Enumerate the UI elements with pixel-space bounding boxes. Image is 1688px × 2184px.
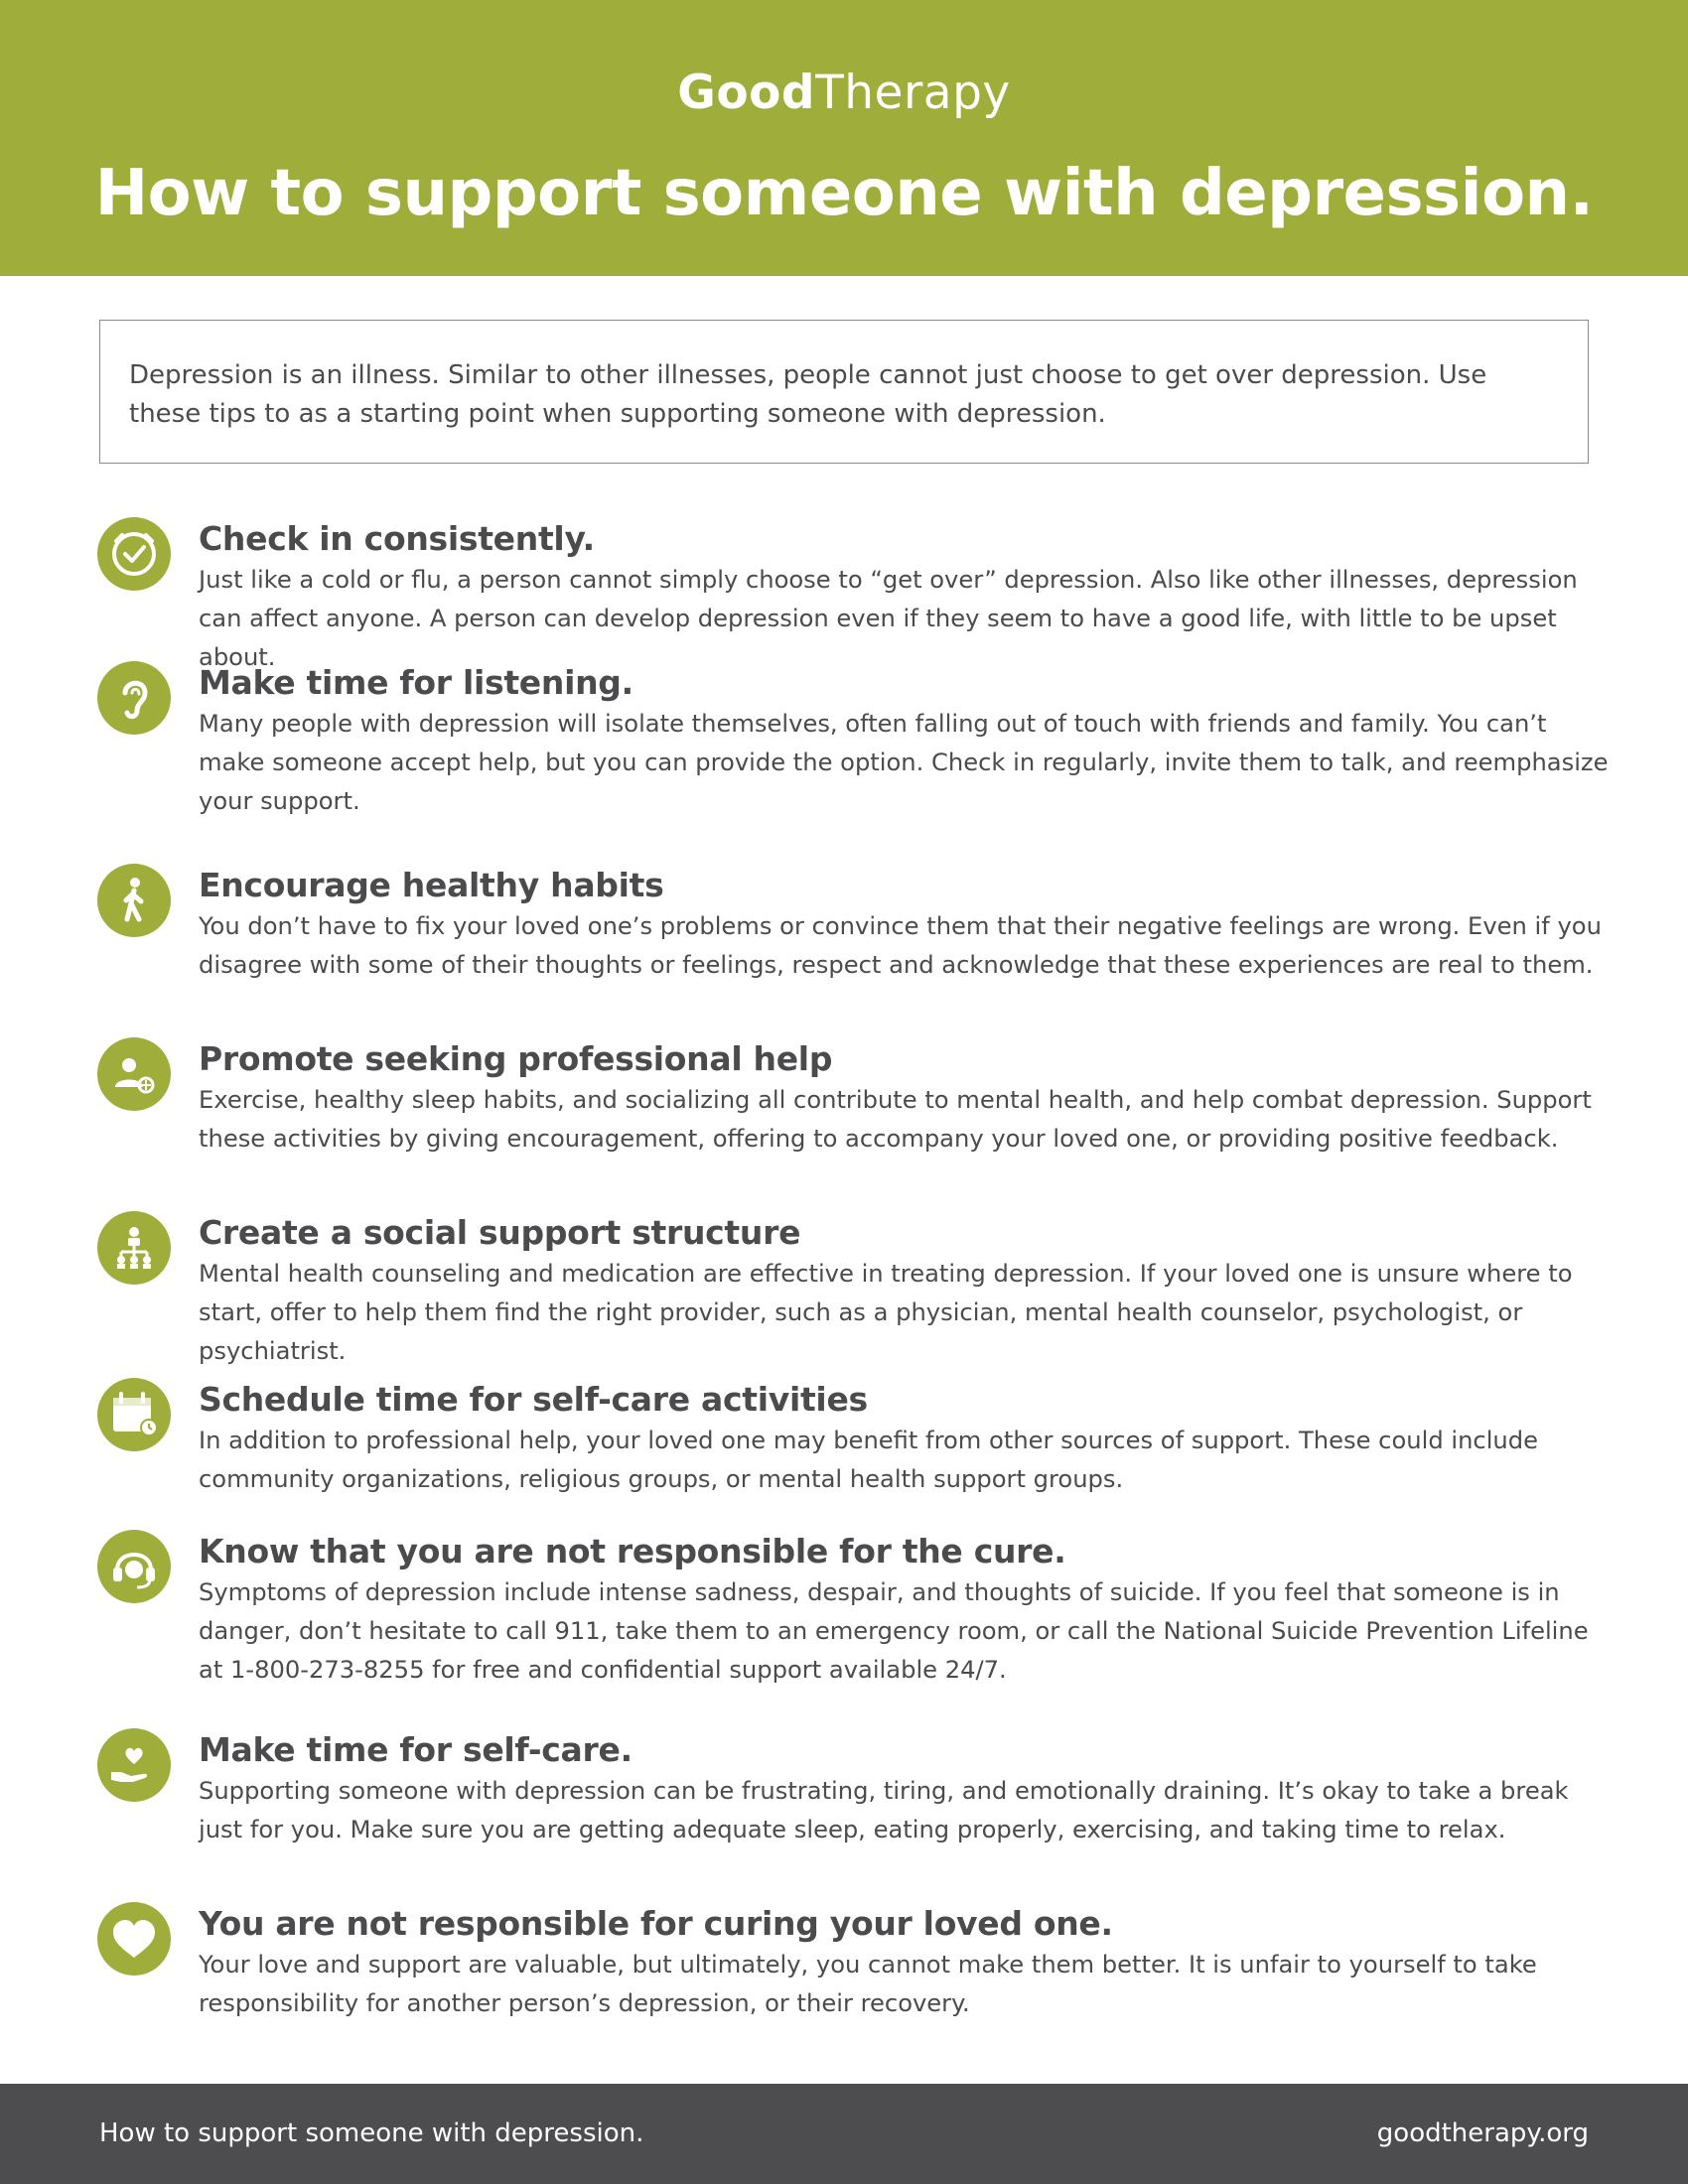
- professional-help-icon: [97, 1037, 171, 1111]
- tip-body: Your love and support are valuable, but ultimately, you cannot make them better. It is unfair to yourself to take responsibility for another person’s depression, or their recovery.: [199, 1951, 1537, 2017]
- tip-body: Exercise, healthy sleep habits, and socializing all contribute to mental health, and help combat depression. Support these activities by giving encouragement, offering to accompany your loved one, or providing positive feedback.: [199, 1086, 1592, 1153]
- ear-icon: [97, 661, 171, 735]
- tip-heading: Promote seeking professional help: [199, 1039, 833, 1078]
- calendar-icon: [97, 1378, 171, 1451]
- tip-body: Symptoms of depression include intense sadness, despair, and thoughts of suicide. If you feel that someone is in danger, don’t hesitate to call 911, take them to an emergency room, or call the National Suicide Prevention Lifeline at 1-800-273-8255 for free and confidential support available 24/7.: [199, 1578, 1589, 1684]
- tip-body: In addition to professional help, your loved one may benefit from other sources of support. These could include community organizations, religious groups, or mental health support groups.: [199, 1427, 1538, 1493]
- checkmark-clock-icon: [97, 517, 171, 591]
- tip-heading: You are not responsible for curing your loved one.: [199, 1904, 1113, 1943]
- tip-heading: Know that you are not responsible for the cure.: [199, 1532, 1066, 1570]
- heart-in-hand-icon: [97, 1728, 171, 1802]
- tip-heading: Make time for listening.: [199, 663, 633, 702]
- footer-bar: [0, 2084, 1688, 2184]
- tip-body: Supporting someone with depression can be frustrating, tiring, and emotionally draining. It’s okay to take a break just for you. Make sure you are getting adequate sleep, eating properly, exercising, and taking time to relax.: [199, 1777, 1569, 1843]
- footer-website-link[interactable]: goodtherapy.org: [1376, 2118, 1589, 2148]
- tip-heading: Schedule time for self-care activities: [199, 1380, 868, 1419]
- brand-logo: [0, 64, 1688, 123]
- tip-heading: Encourage healthy habits: [199, 866, 664, 904]
- heart-icon: [97, 1902, 171, 1976]
- brand-logo-light: Therapy: [815, 66, 1011, 120]
- page-title: How to support someone with depression.: [94, 157, 1594, 230]
- tip-heading: Check in consistently.: [199, 519, 595, 558]
- tip-body: Just like a cold or flu, a person cannot simply choose to “get over” depression. Also like other illnesses, depression can affect anyone. A person can develop depression even if they seem to have a good life, with little to be upset about.: [199, 566, 1578, 671]
- brand-logo-bold: Good: [677, 66, 816, 120]
- header-banner: [0, 0, 1688, 276]
- tip-heading: Make time for self-care.: [199, 1730, 633, 1769]
- tip-body: Mental health counseling and medication are effective in treating depression. If your loved one is unsure where to start, offer to help them find the right provider, such as a physician, mental health counselor, psychologist, or psychiatrist.: [199, 1260, 1573, 1365]
- tip-body: Many people with depression will isolate themselves, often falling out of touch with friends and family. You can’t make someone accept help, but you can provide the option. Check in regularly, invite them to talk, and reemphasize your support.: [199, 710, 1609, 815]
- headset-icon: [97, 1530, 171, 1603]
- intro-box: Depression is an illness. Similar to other illnesses, people cannot just choose to get over depression. Use these tips to as a starting point when supporting someone with depression.: [99, 320, 1589, 464]
- tip-body: You don’t have to fix your loved one’s problems or convince them that their negative feelings are wrong. Even if you disagree with some of their thoughts or feelings, respect and acknowledge that these experiences are real to them.: [199, 912, 1602, 979]
- footer-title: How to support someone with depression.: [99, 2118, 644, 2148]
- tip-heading: Create a social support structure: [199, 1213, 801, 1252]
- walking-person-icon: [97, 864, 171, 937]
- social-network-icon: [97, 1211, 171, 1285]
